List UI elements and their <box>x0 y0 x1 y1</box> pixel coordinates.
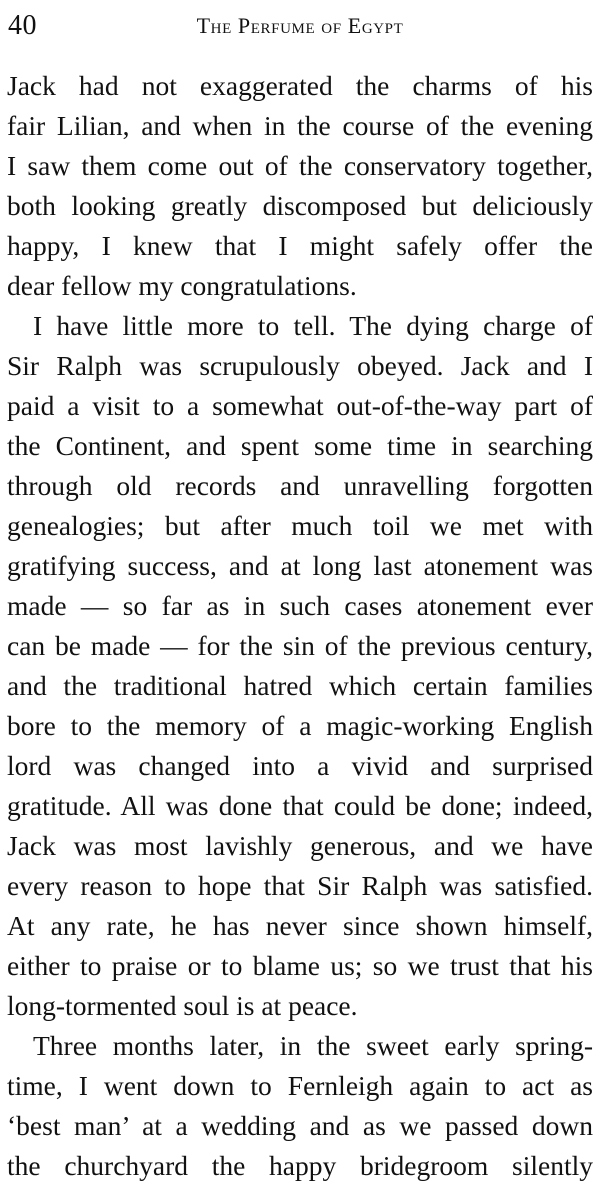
text-line: made — so far as in such cases atonement ever <box>7 590 593 621</box>
text-line: both looking greatly discomposed but deliciously <box>7 190 593 221</box>
text-line: Jack was most lavishly generous, and we have <box>7 830 593 861</box>
text-line: every reason to hope that Sir Ralph was satisfied. <box>7 870 593 901</box>
text-line: through old records and unravelling forgotten <box>7 470 593 501</box>
text-line: bore to the memory of a magic-working English <box>7 710 593 741</box>
text-line: Jack had not exaggerated the charms of his <box>7 70 593 101</box>
text-line: gratitude. All was done that could be done; indeed, <box>7 790 593 821</box>
text-line: ‘best man’ at a wedding and as we passed down <box>7 1110 593 1141</box>
text-line: Three months later, in the sweet early spring- <box>33 1030 593 1061</box>
text-line: the churchyard the happy bridegroom silently <box>7 1150 593 1181</box>
text-line: either to praise or to blame us; so we trust that his <box>7 950 593 981</box>
text-line: I have little more to tell. The dying charge of <box>33 310 593 341</box>
text-line: dear fellow my congratulations. <box>7 270 357 301</box>
text-line: time, I went down to Fernleigh again to act as <box>7 1070 593 1101</box>
text-line: happy, I knew that I might safely offer the <box>7 230 593 261</box>
text-line: I saw them come out of the conservatory together, <box>7 150 593 181</box>
text-line: the Continent, and spent some time in searching <box>7 430 593 461</box>
text-line: long-tormented soul is at peace. <box>7 990 358 1021</box>
text-line: paid a visit to a somewhat out-of-the-way part of <box>7 390 593 421</box>
running-title: The Perfume of Egypt <box>196 13 404 38</box>
text-line: Sir Ralph was scrupulously obeyed. Jack and I <box>7 350 593 381</box>
text-line: can be made — for the sin of the previous century, <box>7 630 593 661</box>
text-line: gratifying success, and at long last atonement was <box>7 550 593 581</box>
text-line: genealogies; but after much toil we met with <box>7 510 593 541</box>
text-line: At any rate, he has never since shown himself, <box>7 910 593 941</box>
body-text <box>7 66 593 1186</box>
text-line: fair Lilian, and when in the course of the evening <box>7 110 593 141</box>
page-number: 40 <box>8 10 37 41</box>
text-line: lord was changed into a vivid and surprised <box>7 750 593 781</box>
text-line: and the traditional hatred which certain families <box>7 670 593 701</box>
running-head <box>8 6 592 46</box>
